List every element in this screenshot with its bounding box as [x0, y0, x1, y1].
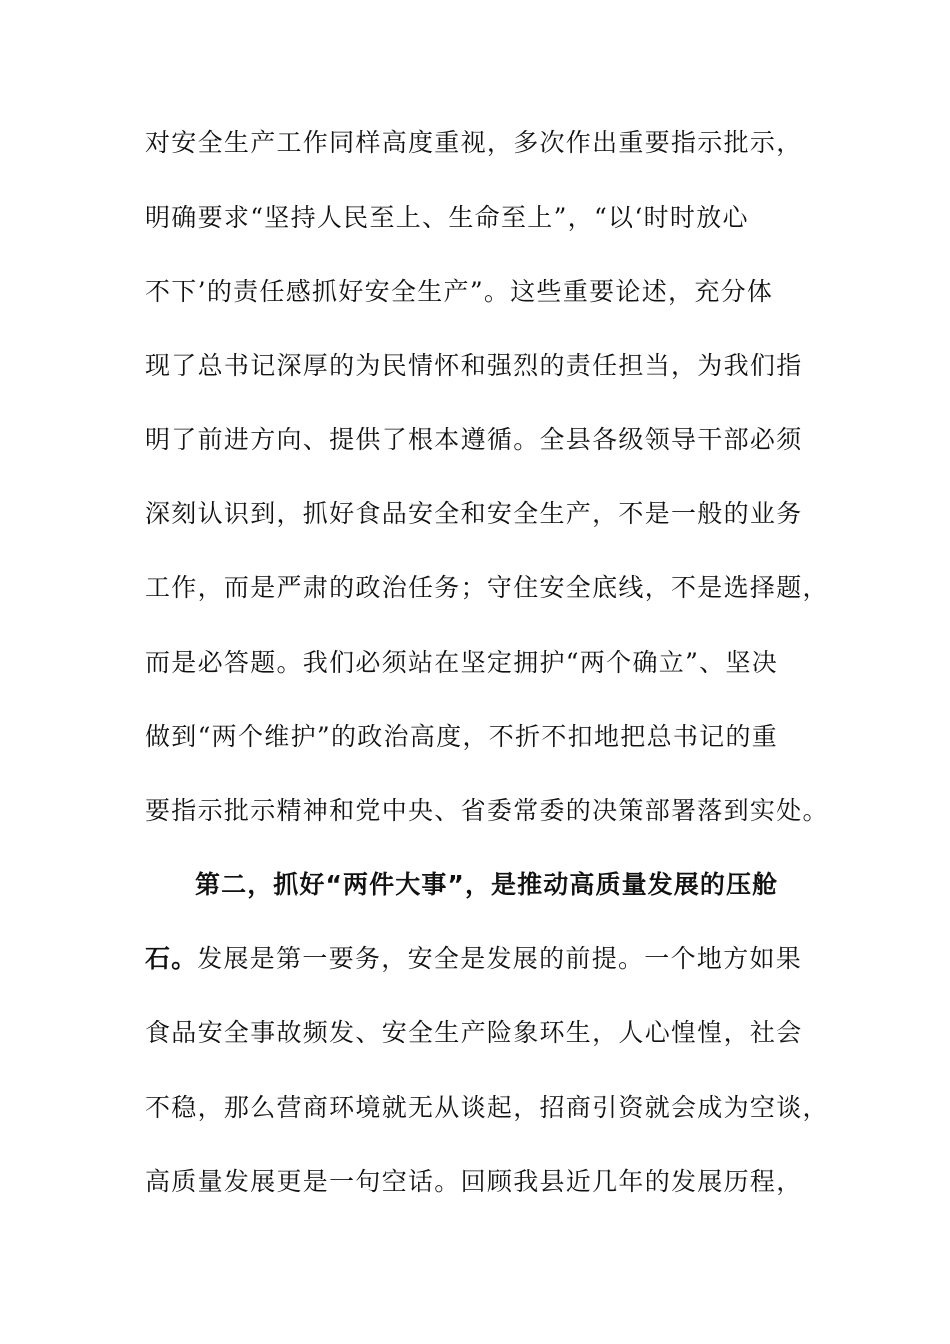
text-line-12-body: 发展是第一要务，安全是发展的前提。一个地方如果: [197, 944, 803, 973]
text-line-5: 明了前进方向、提供了根本遵循。全县各级领导干部必须: [145, 425, 803, 454]
text-line-2: 明确要求“坚持人民至上、生命至上”，“以‘时时放心: [145, 203, 749, 232]
text-line-14: 不稳，那么营商环境就无从谈起，招商引资就会成为空谈，: [145, 1093, 829, 1122]
text-line-8: 而是必答题。我们必须站在坚定拥护“两个确立”、坚决: [145, 648, 779, 677]
text-line-12: [145, 939, 825, 979]
text-line-6: 深刻认识到，抓好食品安全和安全生产，不是一般的业务: [145, 499, 803, 528]
text-line-10: 要指示批示精神和党中央、省委常委的决策部署落到实处。: [145, 796, 829, 825]
text-line-13: 食品安全事故频发、安全生产险象环生，人心惶惶，社会: [145, 1018, 803, 1047]
text-line-9: 做到“两个维护”的政治高度，不折不扣地把总书记的重: [145, 722, 779, 751]
text-line-15: 高质量发展更是一句空话。回顾我县近几年的发展历程，: [145, 1167, 803, 1196]
section-heading-tail: 石。: [145, 944, 198, 973]
text-line-4: 现了总书记深厚的为民情怀和强烈的责任担当，为我们指: [145, 351, 803, 380]
text-line-7: 工作，而是严肃的政治任务；守住安全底线，不是选择题，: [145, 573, 829, 602]
text-line-3: 不下’的责任感抓好安全生产”。这些重要论述，充分体: [145, 277, 774, 306]
text-line-1: 对安全生产工作同样高度重视，多次作出重要指示批示，: [145, 128, 803, 157]
section-heading: 第二，抓好“两件大事”，是推动高质量发展的压舱: [195, 870, 779, 899]
